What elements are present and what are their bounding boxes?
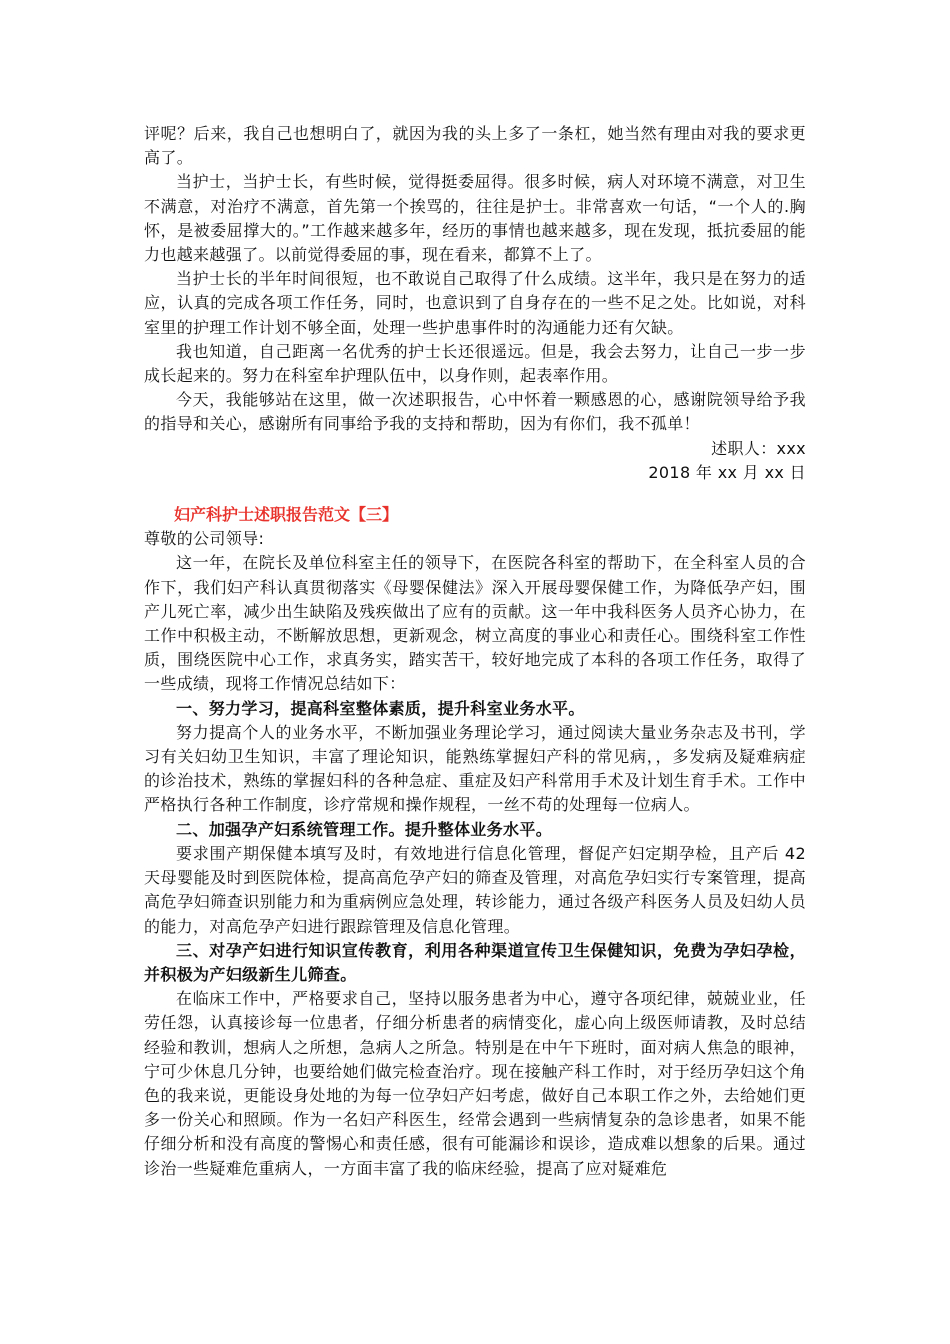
heading-1: 一、努力学习，提高科室整体素质，提升科室业务水平。 — [176, 698, 585, 718]
paragraph: 评呢？后来，我自己也想明白了，就因为我的头上多了一条杠，她当然有理由对我的要求更高了。 — [144, 124, 806, 168]
paragraph: 要求围产期保健本填写及时，有效地进行信息化管理，督促产妇定期孕检，且产后 42 天母婴能及时到医院体检，提高高危孕产妇的筛查及管理，对高危孕妇实行专案管理，提高高危孕妇筛查识别能力和为重病例应急处理，转诊能力，通过各级产科医务人员及妇幼人员的能力，对高危孕产妇进行跟踪管理及信息化管理。 — [144, 843, 806, 936]
greeting: 尊敬的公司领导: — [144, 529, 265, 549]
paragraph: 努力提高个人的业务水平，不断加强业务理论学习，通过阅读大量业务杂志及书刊，学习有关妇幼卫生知识，丰富了理论知识，能熟练掌握妇产科的常见病，，多发病及疑难病症的诊治技术，熟练的掌握妇科的各种急症、重症及妇产科常用手术及计划生育手术。工作中严格执行各种工作制度，诊疗常规和操作规程，一丝不苟的处理每一位病人。 — [144, 722, 806, 815]
signature: 述职人：xxx — [711, 438, 806, 458]
heading-3: 三、对孕产妇进行知识宣传教育，利用各种渠道宣传卫生保健知识，免费为孕妇孕检，并积极为产妇级新生儿筛查。 — [144, 940, 806, 984]
paragraph: 当护士，当护士长，有些时候，觉得挺委屈得。很多时候，病人对环境不满意，对卫生不满意，对治疗不满意，首先第一个挨骂的，往往是护士。非常喜欢一句话，“一个人的.胸怀，是被委屈撑大的。”工作越来越多年，经历的事情也越来越多，现在发现，抵抗委屈的能力也越来越强了。以前觉得委屈的事，现在看来，都算不上了。 — [144, 172, 806, 265]
date: 2018 年 xx 月 xx 日 — [648, 462, 806, 482]
document-page — [144, 122, 806, 1181]
heading-2: 二、加强孕产妇系统管理工作。提升整体业务水平。 — [176, 819, 553, 839]
paragraph: 在临床工作中，严格要求自己，坚持以服务患者为中心，遵守各项纪律，兢兢业业，任劳任怨，认真接诊每一位患者，仔细分析患者的病情变化，虚心向上级医师请教，及时总结经验和教训，想病人之所想，急病人之所急。特别是在中午下班时，面对病人焦急的眼神，宁可少休息几分钟，也要给她们做完检查治疗。现在接触产科工作时，对于经历孕妇这个角色的我来说，更能设身处地的为每一位孕妇产妇考虑，做好自己本职工作之外，去给她们更多一份关心和照顾。作为一名妇产科医生，经常会遇到一些病情复杂的急诊患者，如果不能仔细分析和没有高度的警惕心和责任感，很有可能漏诊和误诊，造成难以想象的后果。通过诊治一些疑难危重病人，一方面丰富了我的临床经验，提高了应对疑难危 — [144, 989, 806, 1178]
paragraph: 我也知道，自己距离一名优秀的护士长还很遥远。但是，我会去努力，让自己一步一步成长起来的。努力在科室牟护理队伍中，以身作则，起表率作用。 — [144, 341, 806, 386]
paragraph: 当护士长的半年时间很短，也不敢说自己取得了什么成绩。这半年，我只是在努力的适应，认真的完成各项工作任务，同时，也意识到了自身存在的一些不足之处。比如说，对科室里的护理工作计划不够全面，处理一些护患事件时的沟通能力还有欠缺。 — [144, 269, 806, 337]
intro-paragraph: 这一年，在院长及单位科室主任的领导下，在医院各科室的帮助下，在全科室人员的合作下，我们妇产科认真贯彻落实《母婴保健法》深入开展母婴保健工作，为降低孕产妇，围产儿死亡率，减少出生缺陷及残疾做出了应有的贡献。这一年中我科医务人员齐心协力，在工作中积极主动，不断解放思想，更新观念，树立高度的事业心和责任心。围绕科室工作性质，围绕医院中心工作，求真务实，踏实苦干，较好地完成了本科的各项工作任务，取得了一些成绩，现将工作情况总结如下： — [144, 553, 806, 694]
paragraph: 今天，我能够站在这里，做一次述职报告，心中怀着一颗感恩的心，感谢院领导给予我的指导和关心，感谢所有同事给予我的支持和帮助，因为有你们，我不孤单！ — [144, 390, 806, 434]
section-title: 妇产科护士述职报告范文【三】 — [174, 505, 399, 525]
